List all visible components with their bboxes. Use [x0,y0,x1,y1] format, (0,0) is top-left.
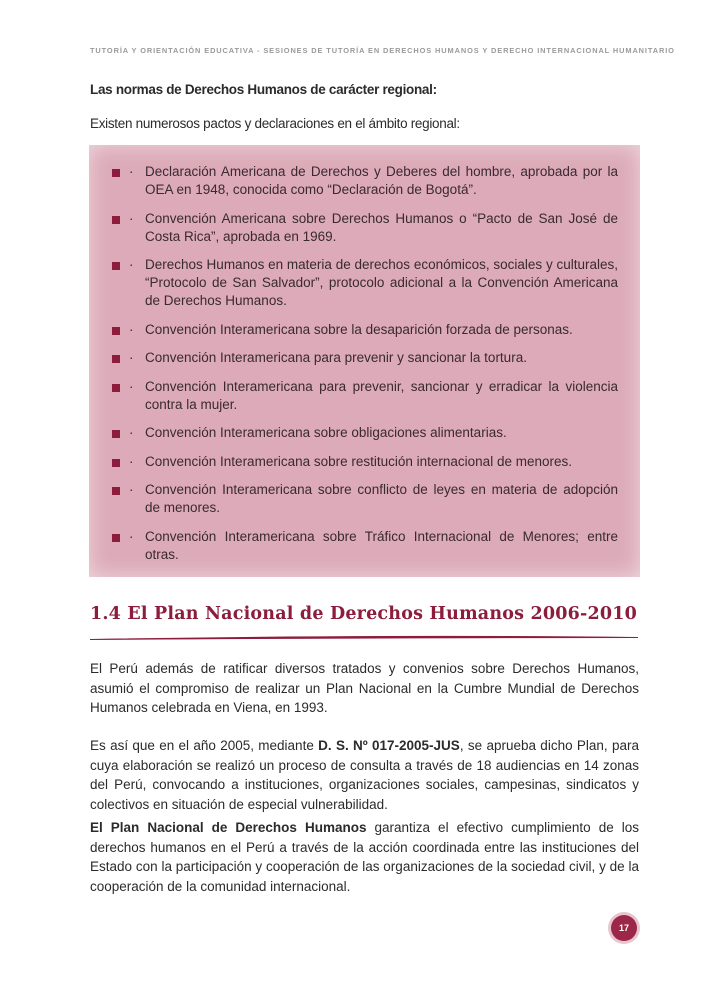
regional-instruments-list [89,163,640,574]
square-bullet-icon [112,430,120,438]
paragraph-plan-guarantee [90,818,639,896]
square-bullet-icon [112,169,120,177]
list-item-text: Convención Americana sobre Derechos Humanos o “Pacto de San José de Costa Rica”, aprobada en 1969. [145,210,618,244]
list-item-text: Convención Interamericana sobre conflicto de leyes en materia de adopción de menores. [145,482,618,515]
paragraph-plan-origin: El Perú además de ratificar diversos tratados y convenios sobre Derechos Humanos, asumió el compromiso de realizar un Plan Nacional en la Cumbre Mundial de Derechos Humanos celebrada en Viena, en 1993. [90,661,639,715]
section-title: 1.4 El Plan Nacional de Derechos Humanos 2006-2010 [90,604,637,624]
bullet-dot: · [129,321,134,337]
list-item-text: Derechos Humanos en materia de derechos económicos, sociales y culturales, “Protocolo de San Salvador”, protocolo adicional a la Convención Americana de Derechos Humanos. [145,257,618,308]
paragraph-plan-approval [90,736,639,814]
square-bullet-icon [112,534,120,542]
square-bullet-icon [112,459,120,467]
list-item-text: Convención Interamericana sobre la desaparición forzada de personas. [145,321,573,337]
paragraph-text: garantiza el efectivo cumplimiento de los derechos humanos en el Perú a través de la acción coordinada entre las instituciones del Estado con la participación y cooperación de las organizaciones de la sociedad civil, y de la cooperación de la comunidad internacional. [90,820,639,894]
square-bullet-icon [112,355,120,363]
list-item-text: Convención Interamericana sobre obligaciones alimentarias. [145,425,507,440]
list-item [89,256,640,310]
paragraph-text: , se aprueba dicho Plan, para cuya elaboración se realizó un proceso de consulta a través de 18 audiencias en 14 zonas del Perú, convocando a instituciones, organizaciones sociales, campesinas, sindicatos y colectivos en situación de especial vulnerabilidad. [90,738,639,812]
list-item [89,210,640,246]
list-item [89,528,640,564]
section-title-underline [90,633,638,643]
bullet-dot: · [129,378,134,394]
square-bullet-icon [112,487,120,495]
bullet-dot: · [129,350,134,365]
paragraph-text: Es así que en el año 2005, mediante [90,738,319,753]
list-item-text: Convención Interamericana sobre Tráfico Internacional de Menores; entre otras. [145,528,618,562]
decree-reference: D. S. Nº 017-2005-JUS [318,738,460,753]
list-item [89,424,640,442]
list-item [89,481,640,517]
square-bullet-icon [112,384,120,392]
bullet-dot: · [129,164,134,179]
list-item [89,349,640,367]
page-number-badge: 17 [611,915,637,941]
bullet-dot: · [129,210,134,226]
list-item [89,321,640,339]
bullet-dot: · [129,453,134,469]
plan-name-bold: El Plan Nacional de Derechos Humanos [90,820,367,835]
running-header: TUTORÍA Y ORIENTACIÓN EDUCATIVA - SESIONES DE TUTORÍA EN DERECHOS HUMANOS Y DERECHO INTERNACIONAL HUMANITARIO [90,46,675,55]
list-item-text: Convención Interamericana para prevenir, sancionar y erradicar la violencia contra la mujer. [145,378,618,412]
bullet-dot: · [129,528,134,544]
list-item-text: Convención Interamericana sobre restitución internacional de menores. [145,453,572,469]
bullet-dot: · [129,482,134,497]
bullet-dot: · [129,257,134,272]
square-bullet-icon [112,327,120,335]
list-item-text: Convención Interamericana para prevenir y sancionar la tortura. [145,350,527,365]
bullet-dot: · [129,425,134,440]
list-item-text: Declaración Americana de Derechos y Deberes del hombre, aprobada por la OEA en 1948, conocida como “Declaración de Bogotá”. [145,164,618,197]
square-bullet-icon [112,216,120,224]
regional-instruments-box [89,145,640,577]
regional-norms-heading: Las normas de Derechos Humanos de carácter regional: [90,82,437,97]
list-item [89,378,640,414]
list-item [89,163,640,199]
regional-intro: Existen numerosos pactos y declaraciones en el ámbito regional: [90,116,460,131]
list-item [89,453,640,471]
square-bullet-icon [112,262,120,270]
